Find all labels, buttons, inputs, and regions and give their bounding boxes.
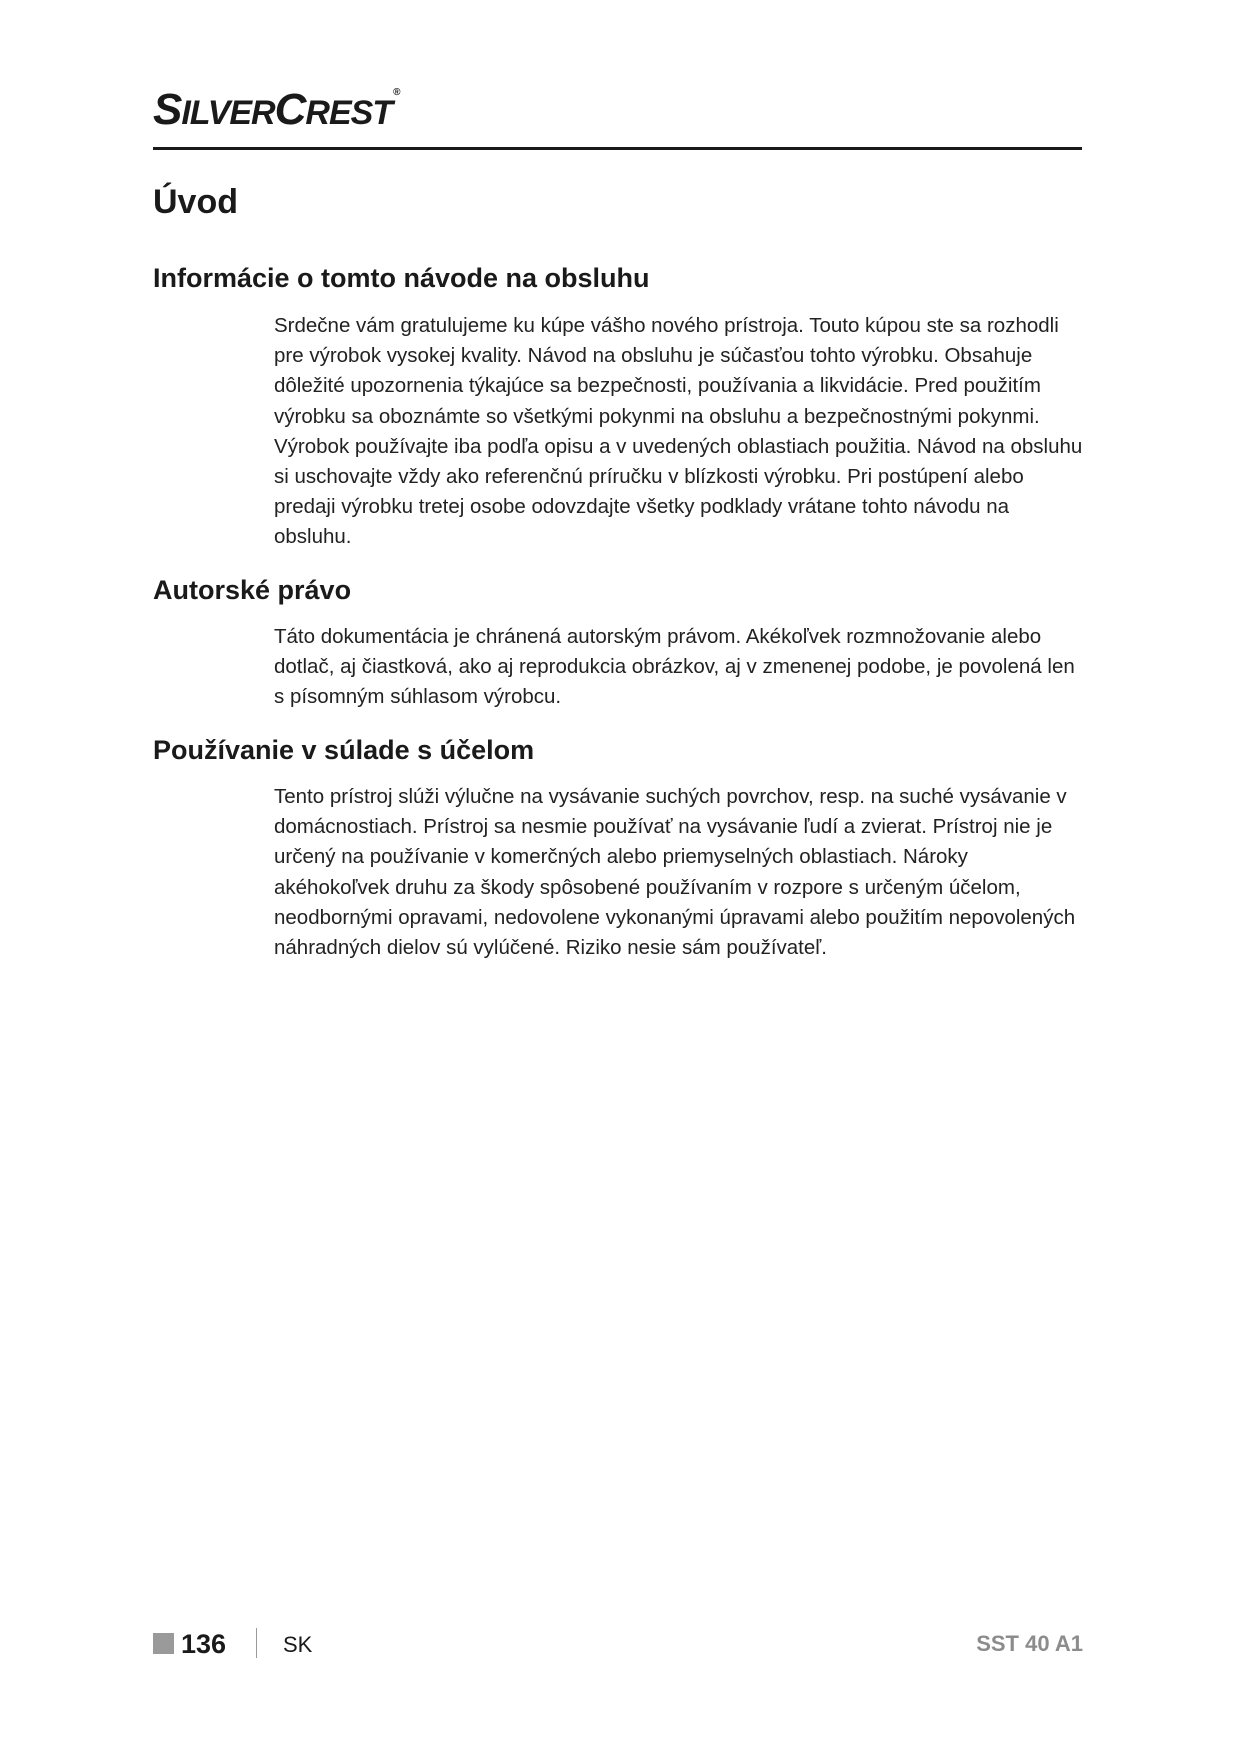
footer-divider: [256, 1628, 257, 1658]
model-number: SST 40 A1: [976, 1631, 1083, 1656]
section-title-manual-info: Informácie o tomto návode na obsluhu: [153, 263, 650, 293]
chapter-title: Úvod: [153, 183, 238, 221]
section-body-intended-use: Tento prístroj slúži výlučne na vysávanie suchých povrchov, resp. na suché vysávanie v domácnostiach. Prístroj sa nesmie používať na vysávanie ľudí a zvierat. Prístroj nie je určený na používanie v komerčných alebo priemyselných oblastiach. Nároky akéhokoľvek druhu za škody spôsobené používaním v rozpore s určeným účelom, neodbornými opravami, nedovolene vykonanými úpravami alebo použitím nepovolených náhradných dielov sú vylúčené. Riziko nesie sám používateľ.: [274, 785, 1076, 960]
page-number: 136: [181, 1629, 227, 1659]
section-title-intended-use: Používanie v súlade s účelom: [153, 735, 535, 765]
section-body-manual-info: Srdečne vám gratulujeme ku kúpe vášho nového prístroja. Touto kúpou ste sa rozhodli pre výrobok vysokej kvality. Návod na obsluhu je súčasťou tohto výrobku. Obsahuje dôležité upozornenia týkajúce sa bezpečnosti, používania a likvidácie. Pred použitím výrobku sa oboznámte so všetkými pokynmi na obsluhu a bezpečnostnými pokynmi. Výrobok používajte iba podľa opisu a v uvedených oblastiach použitia. Návod na obsluhu si uschovajte vždy ako referenčnú príručku v blízkosti výrobku. Pri postúpení alebo predaji výrobku tretej osobe odovzdajte všetky podklady vrátane tohto návodu na obsluhu.: [274, 314, 1083, 549]
language-code: SK: [283, 1632, 313, 1657]
header-rule: [153, 147, 1082, 150]
section-title-copyright: Autorské právo: [153, 575, 352, 605]
footer-marker-square: [153, 1633, 174, 1654]
section-body-copyright: Táto dokumentácia je chránená autorským právom. Akékoľvek rozmnožovanie alebo dotlač, aj čiastková, ako aj reprodukcia obrázkov, aj v zmenenej podobe, je povolená len s písomným súhlasom výrobcu.: [274, 625, 1075, 709]
brand-logo: SILVERCREST®: [153, 85, 400, 134]
